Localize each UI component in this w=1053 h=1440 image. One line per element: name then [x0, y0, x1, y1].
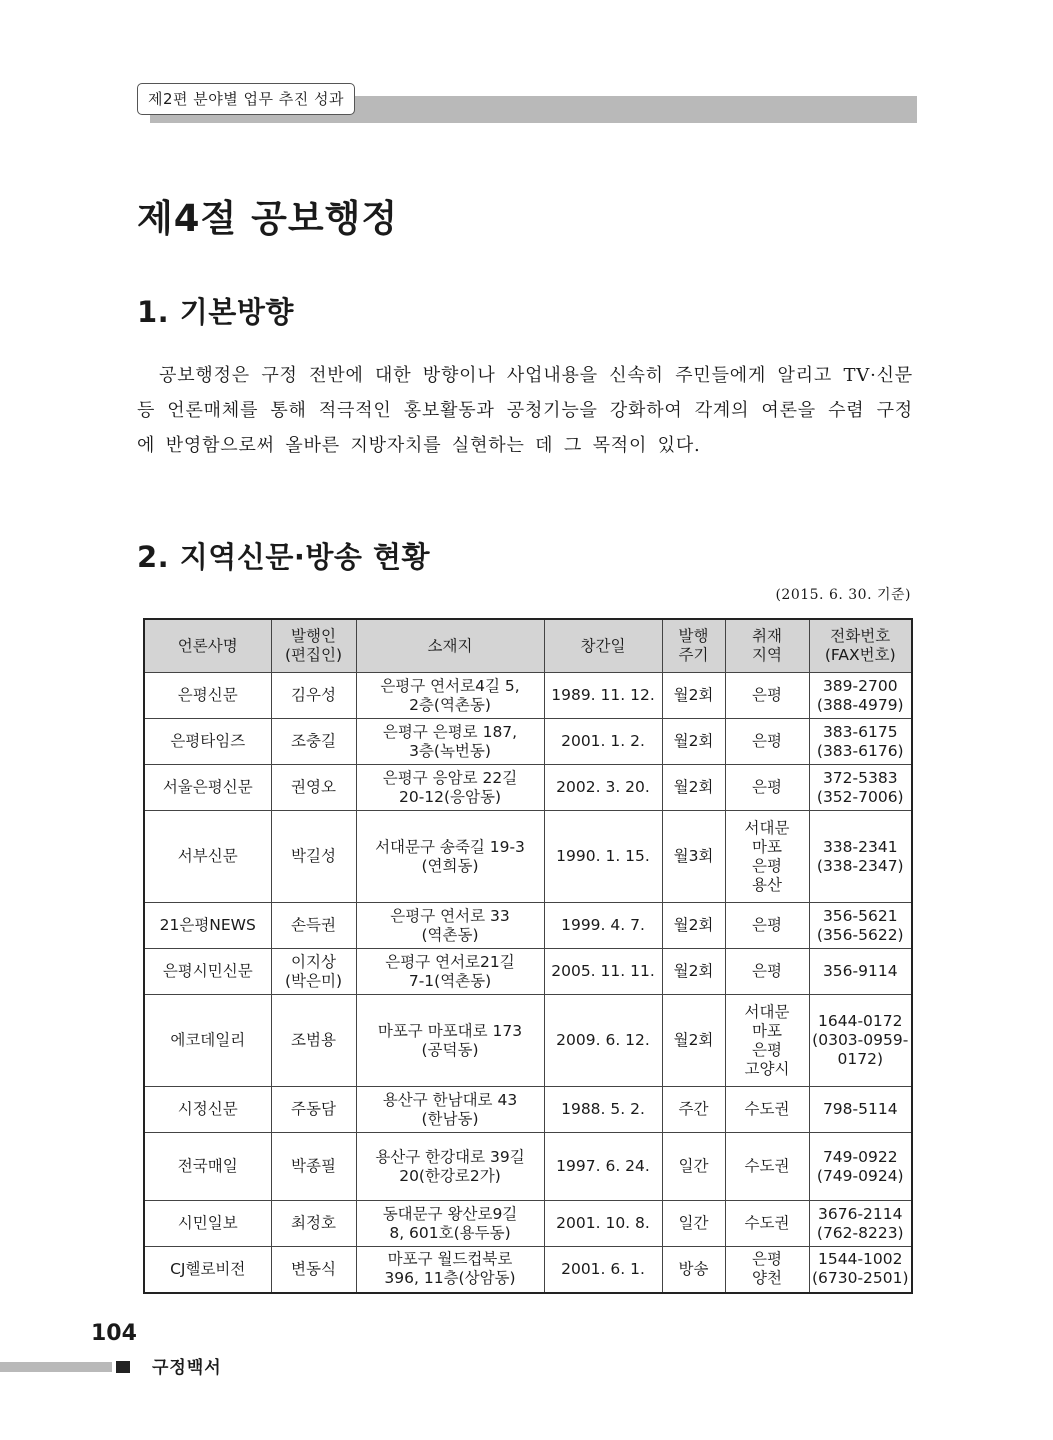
footer-square-marker [116, 1361, 130, 1373]
coverage-region-cell: 수도권 [725, 1133, 809, 1201]
coverage-region-cell: 서대문 마포 은평 고양시 [725, 995, 809, 1087]
table-row [144, 1087, 912, 1133]
publication-cycle-cell: 월2회 [662, 673, 725, 719]
table-header-row [144, 619, 912, 673]
phone-fax-cell: 1544-1002 (6730-2501) [809, 1247, 912, 1293]
table-row [144, 1247, 912, 1293]
publisher-cell: 조범용 [271, 995, 356, 1087]
address-cell: 은평구 응암로 22길 20-12(응암동) [356, 765, 544, 811]
founded-date-cell: 2001. 6. 1. [544, 1247, 662, 1293]
basic-direction-heading: 1. 기본방향 [137, 295, 294, 329]
founded-date-cell: 1997. 6. 24. [544, 1133, 662, 1201]
media-name-cell: 은평신문 [144, 673, 271, 719]
publication-cycle-cell: 방송 [662, 1247, 725, 1293]
founded-date-cell: 1988. 5. 2. [544, 1087, 662, 1133]
section-title: 제4절 공보행정 [137, 197, 399, 240]
table-row [144, 1133, 912, 1201]
publisher-cell: 권영오 [271, 765, 356, 811]
coverage-region-cell: 수도권 [725, 1201, 809, 1247]
address-cell: 은평구 은평로 187, 3층(녹번동) [356, 719, 544, 765]
phone-fax-cell: 798-5114 [809, 1087, 912, 1133]
address-cell: 마포구 마포대로 173 (공덕동) [356, 995, 544, 1087]
address-cell: 용산구 한남대로 43 (한남동) [356, 1087, 544, 1133]
publisher-cell: 주동담 [271, 1087, 356, 1133]
publication-cycle-cell: 월2회 [662, 719, 725, 765]
basic-direction-paragraph: 공보행정은 구정 전반에 대한 방향이나 사업내용을 신속히 주민들에게 알리고 TV·신문 등 언론매체를 통해 적극적인 홍보활동과 공청기능을 강화하여 각계의 여론을 수렴 구정에 반영함으로써 올바른 지방자치를 실현하는 데 그 목적이 있다. [137, 365, 913, 456]
table-row [144, 1201, 912, 1247]
coverage-region-cell: 은평 [725, 765, 809, 811]
founded-date-cell: 2009. 6. 12. [544, 995, 662, 1087]
phone-fax-cell: 389-2700 (388-4979) [809, 673, 912, 719]
publication-cycle-cell: 월2회 [662, 949, 725, 995]
table-row [144, 903, 912, 949]
phone-fax-cell: 1644-0172 (0303-0959- 0172) [809, 995, 912, 1087]
phone-fax-cell: 338-2341 (338-2347) [809, 811, 912, 903]
phone-fax-cell: 372-5383 (352-7006) [809, 765, 912, 811]
publication-cycle-cell: 일간 [662, 1133, 725, 1201]
column-header: 창간일 [544, 619, 662, 673]
publisher-cell: 김우성 [271, 673, 356, 719]
media-name-cell: 서울은평신문 [144, 765, 271, 811]
publisher-cell: 손득권 [271, 903, 356, 949]
publication-cycle-cell: 일간 [662, 1201, 725, 1247]
column-header: 발행인 (편집인) [271, 619, 356, 673]
column-header: 발행 주기 [662, 619, 725, 673]
founded-date-cell: 2002. 3. 20. [544, 765, 662, 811]
address-cell: 서대문구 송죽길 19-3 (연희동) [356, 811, 544, 903]
column-header: 소재지 [356, 619, 544, 673]
coverage-region-cell: 수도권 [725, 1087, 809, 1133]
table-row [144, 995, 912, 1087]
media-name-cell: CJ헬로비전 [144, 1247, 271, 1293]
footer-gray-bar [0, 1362, 112, 1372]
address-cell: 은평구 연서로4길 5, 2층(역촌동) [356, 673, 544, 719]
media-name-cell: 시정신문 [144, 1087, 271, 1133]
phone-fax-cell: 356-5621 (356-5622) [809, 903, 912, 949]
reference-date-note: (2015. 6. 30. 기준) [775, 587, 911, 603]
part-label: 제2편 분야별 업무 추진 성과 [137, 83, 355, 115]
media-name-cell: 에코데일리 [144, 995, 271, 1087]
phone-fax-cell: 3676-2114 (762-8223) [809, 1201, 912, 1247]
publication-cycle-cell: 월2회 [662, 765, 725, 811]
publisher-cell: 최정호 [271, 1201, 356, 1247]
address-cell: 동대문구 왕산로9길 8, 601호(용두동) [356, 1201, 544, 1247]
address-cell: 마포구 월드컵북로 396, 11층(상암동) [356, 1247, 544, 1293]
media-name-cell: 은평타임즈 [144, 719, 271, 765]
table-row [144, 673, 912, 719]
coverage-region-cell: 은평 [725, 673, 809, 719]
founded-date-cell: 2005. 11. 11. [544, 949, 662, 995]
local-media-table [143, 618, 913, 1294]
publisher-cell: 이지상 (박은미) [271, 949, 356, 995]
media-name-cell: 시민일보 [144, 1201, 271, 1247]
coverage-region-cell: 은평 양천 [725, 1247, 809, 1293]
table-row [144, 811, 912, 903]
phone-fax-cell: 749-0922 (749-0924) [809, 1133, 912, 1201]
media-name-cell: 21은평NEWS [144, 903, 271, 949]
publisher-cell: 조충길 [271, 719, 356, 765]
phone-fax-cell: 356-9114 [809, 949, 912, 995]
publisher-cell: 박길성 [271, 811, 356, 903]
media-name-cell: 서부신문 [144, 811, 271, 903]
media-name-cell: 전국매일 [144, 1133, 271, 1201]
column-header: 전화번호 (FAX번호) [809, 619, 912, 673]
founded-date-cell: 2001. 10. 8. [544, 1201, 662, 1247]
table-row [144, 949, 912, 995]
table-row [144, 719, 912, 765]
coverage-region-cell: 은평 [725, 903, 809, 949]
founded-date-cell: 1990. 1. 15. [544, 811, 662, 903]
coverage-region-cell: 은평 [725, 949, 809, 995]
column-header: 취재 지역 [725, 619, 809, 673]
founded-date-cell: 1999. 4. 7. [544, 903, 662, 949]
media-name-cell: 은평시민신문 [144, 949, 271, 995]
address-cell: 용산구 한강대로 39길 20(한강로2가) [356, 1133, 544, 1201]
publication-cycle-cell: 주간 [662, 1087, 725, 1133]
publication-cycle-cell: 월3회 [662, 811, 725, 903]
founded-date-cell: 1989. 11. 12. [544, 673, 662, 719]
founded-date-cell: 2001. 1. 2. [544, 719, 662, 765]
address-cell: 은평구 연서로21길 7-1(역촌동) [356, 949, 544, 995]
phone-fax-cell: 383-6175 (383-6176) [809, 719, 912, 765]
coverage-region-cell: 서대문 마포 은평 용산 [725, 811, 809, 903]
column-header: 언론사명 [144, 619, 271, 673]
publication-cycle-cell: 월2회 [662, 995, 725, 1087]
publisher-cell: 박종필 [271, 1133, 356, 1201]
publication-cycle-cell: 월2회 [662, 903, 725, 949]
address-cell: 은평구 연서로 33 (역촌동) [356, 903, 544, 949]
publisher-cell: 변동식 [271, 1247, 356, 1293]
media-status-heading: 2. 지역신문·방송 현황 [137, 540, 431, 574]
coverage-region-cell: 은평 [725, 719, 809, 765]
page-number: 104 [91, 1321, 137, 1346]
table-row [144, 765, 912, 811]
book-title: 구정백서 [152, 1358, 222, 1378]
